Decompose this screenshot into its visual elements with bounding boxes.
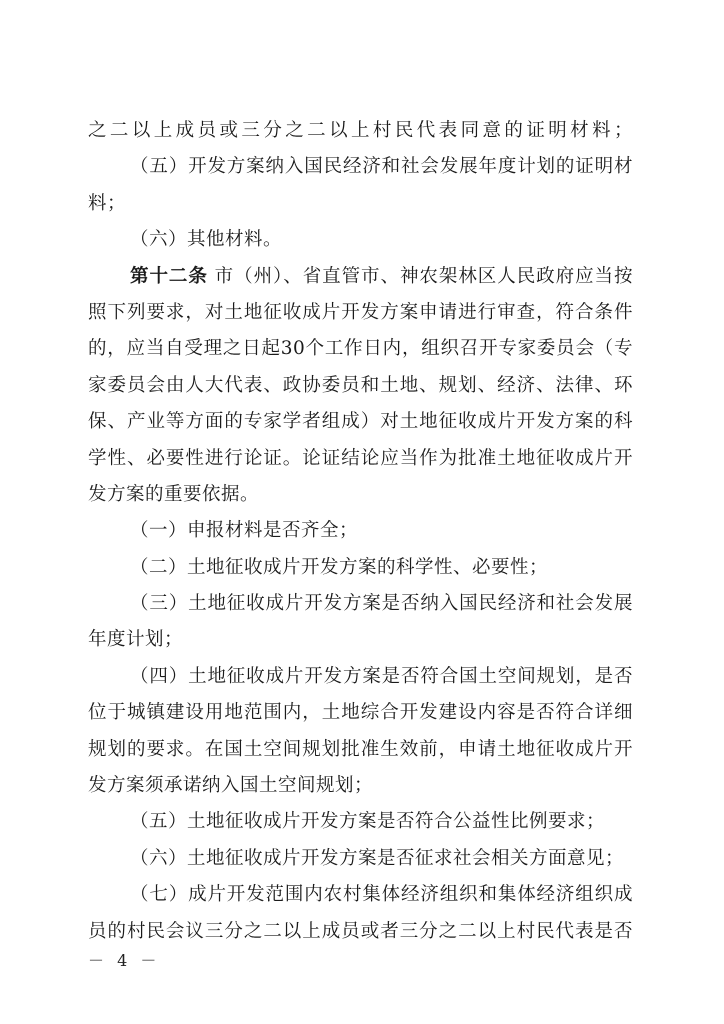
list-item: （六）土地征收成片开发方案是否征求社会相关方面意见；: [130, 847, 625, 869]
list-item: （四）土地征收成片开发方案是否符合国土空间规划，是否: [130, 665, 633, 687]
text-line: 规划的要求。在国土空间规划批准生效前，申请土地征收成片开: [88, 738, 633, 760]
text-line: （五）开发方案纳入国民经济和社会发展年度计划的证明材: [130, 156, 633, 178]
text-line: 的，应当自受理之日起30个工作日内，组织召开专家委员会（专: [88, 338, 633, 360]
text-line: 保、产业等方面的专家学者组成）对土地征收成片开发方案的科: [88, 411, 633, 433]
text-line: 发方案的重要依据。: [88, 483, 260, 505]
text-line: 发方案须承诺纳入国土空间规划；: [88, 775, 374, 797]
text-line: （六）其他材料。: [130, 229, 283, 251]
text-line: 照下列要求，对土地征收成片开发方案申请进行审查，符合条件: [88, 301, 633, 323]
article-line: [88, 259, 633, 295]
page-number: － 4 －: [88, 951, 161, 970]
list-item: （五）土地征收成片开发方案是否符合公益性比例要求；: [130, 811, 606, 833]
text-line: 员的村民会议三分之二以上成员或者三分之二以上村民代表是否: [88, 920, 633, 942]
list-item: （三）土地征收成片开发方案是否纳入国民经济和社会发展: [130, 593, 633, 615]
text-line: 位于城镇建设用地范围内，土地综合开发建设内容是否符合详细: [88, 702, 633, 724]
list-item: （一）申报材料是否齐全；: [130, 520, 359, 542]
article-text: 市（州）、省直管市、神农架林区人民政府应当按: [214, 265, 633, 287]
article-heading: 第十二条: [130, 265, 208, 287]
text-line: 学性、必要性进行论证。论证结论应当作为批准土地征收成片开: [88, 447, 633, 469]
text-line: 之二以上成员或三分之二以上村民代表同意的证明材料；: [88, 120, 633, 141]
text-line: 年度计划；: [88, 629, 184, 651]
text-line: 家委员会由人大代表、政协委员和土地、规划、经济、法律、环: [88, 374, 633, 396]
list-item: （七）成片开发范围内农村集体经济组织和集体经济组织成: [130, 884, 633, 906]
list-item: （二）土地征收成片开发方案的科学性、必要性；: [130, 556, 549, 578]
text-line: 料；: [88, 192, 127, 214]
body-text: [88, 113, 633, 950]
